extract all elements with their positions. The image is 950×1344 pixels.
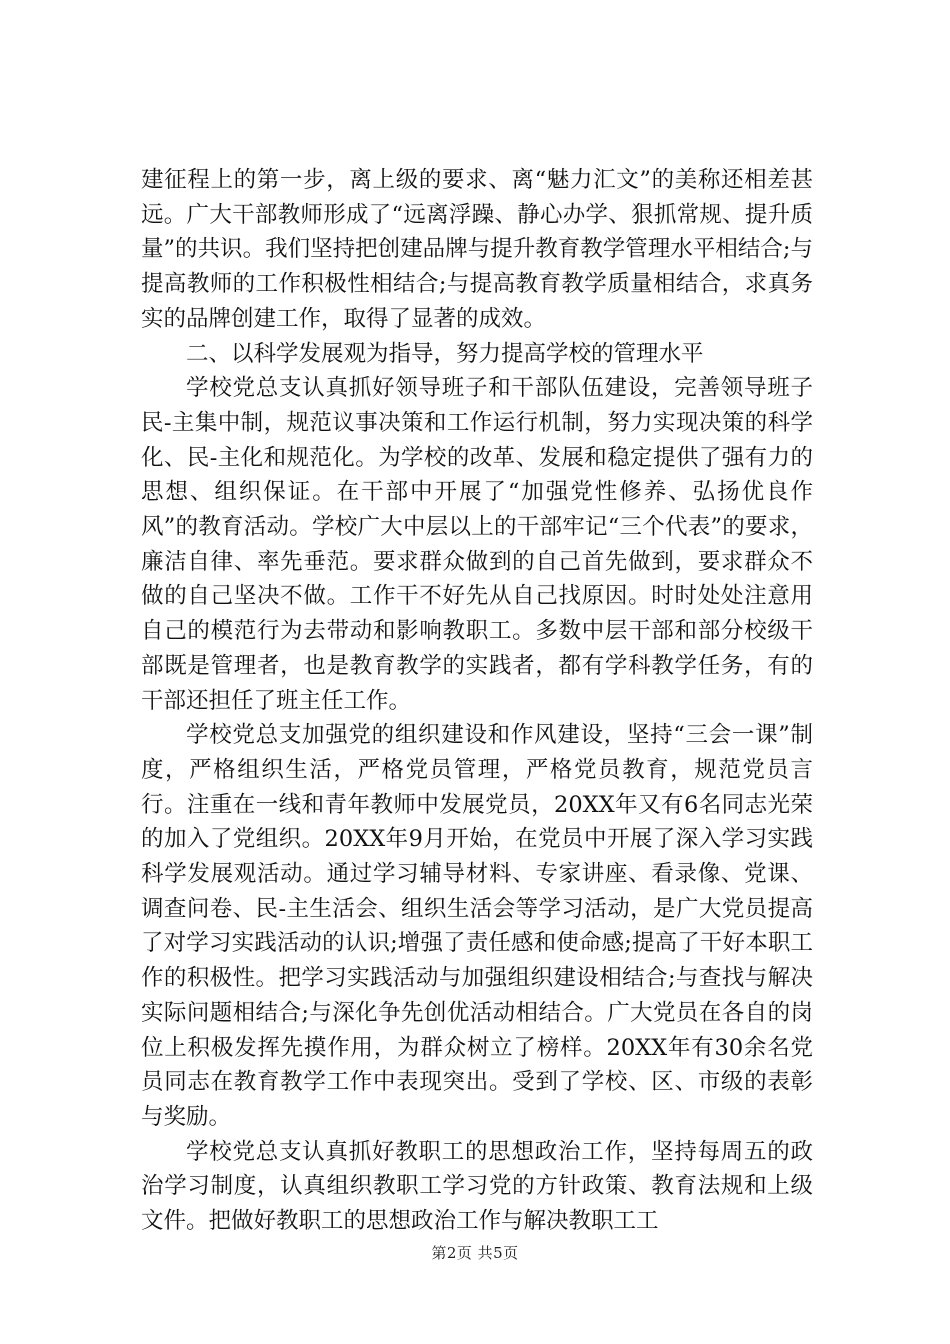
document-body [141, 163, 813, 1239]
paragraph-continuation: 建征程上的第一步，离上级的要求、离“魅力汇文”的美称还相差甚远。广大干部教师形成了“远离浮躁、静心办学、狠抓常规、提升质量”的共识。我们坚持把创建品牌与提升教育教学管理水平相结合;与提高教师的工作积极性相结合;与提高教育教学质量相结合，求真务实的品牌创建工作，取得了显著的成效。 [141, 167, 813, 332]
paragraph: 学校党总支认真抓好教职工的思想政治工作，坚持每周五的政治学习制度，认真组织教职工学习党的方针政策、教育法规和上级文件。把做好教职工的思想政治工作与解决教职工工 [141, 1138, 813, 1235]
page-number-footer: 第2页 共5页 [431, 1244, 519, 1262]
section-heading: 二、以科学发展观为指导，努力提高学校的管理水平 [186, 340, 704, 367]
paragraph: 学校党总支认真抓好领导班子和干部队伍建设，完善领导班子民-主集中制，规范议事决策和工作运行机制，努力实现决策的科学化、民-主化和规范化。为学校的改革、发展和稳定提供了强有力的思想、组织保证。在干部中开展了“加强党性修养、弘扬优良作风”的教育活动。学校广大中层以上的干部牢记“三个代表”的要求，廉洁自律、率先垂范。要求群众做到的自己首先做到，要求群众不做的自己坚决不做。工作干不好先从自己找原因。时时处处注意用自己的模范行为去带动和影响教职工。多数中层干部和部分校级干部既是管理者，也是教育教学的实践者，都有学科教学任务，有的干部还担任了班主任工作。 [141, 375, 813, 714]
paragraph: 学校党总支加强党的组织建设和作风建设，坚持“三会一课”制度，严格组织生活，严格党员管理，严格党员教育，规范党员言行。注重在一线和青年教师中发展党员，20XX年又有6名同志光荣的加入了党组织。20XX年9月开始，在党员中开展了深入学习实践科学发展观活动。通过学习辅导材料、专家讲座、看录像、党课、调查问卷、民-主生活会、组织生活会等学习活动，是广大党员提高了对学习实践活动的认识;增强了责任感和使命感;提高了干好本职工作的积极性。把学习实践活动与加强组织建设相结合;与查找与解决实际问题相结合;与深化争先创优活动相结合。广大党员在各自的岗位上积极发挥先摸作用，为群众树立了榜样。20XX年有30余名党员同志在教育教学工作中表现突出。受到了学校、区、市级的表彰与奖励。 [141, 722, 813, 1130]
